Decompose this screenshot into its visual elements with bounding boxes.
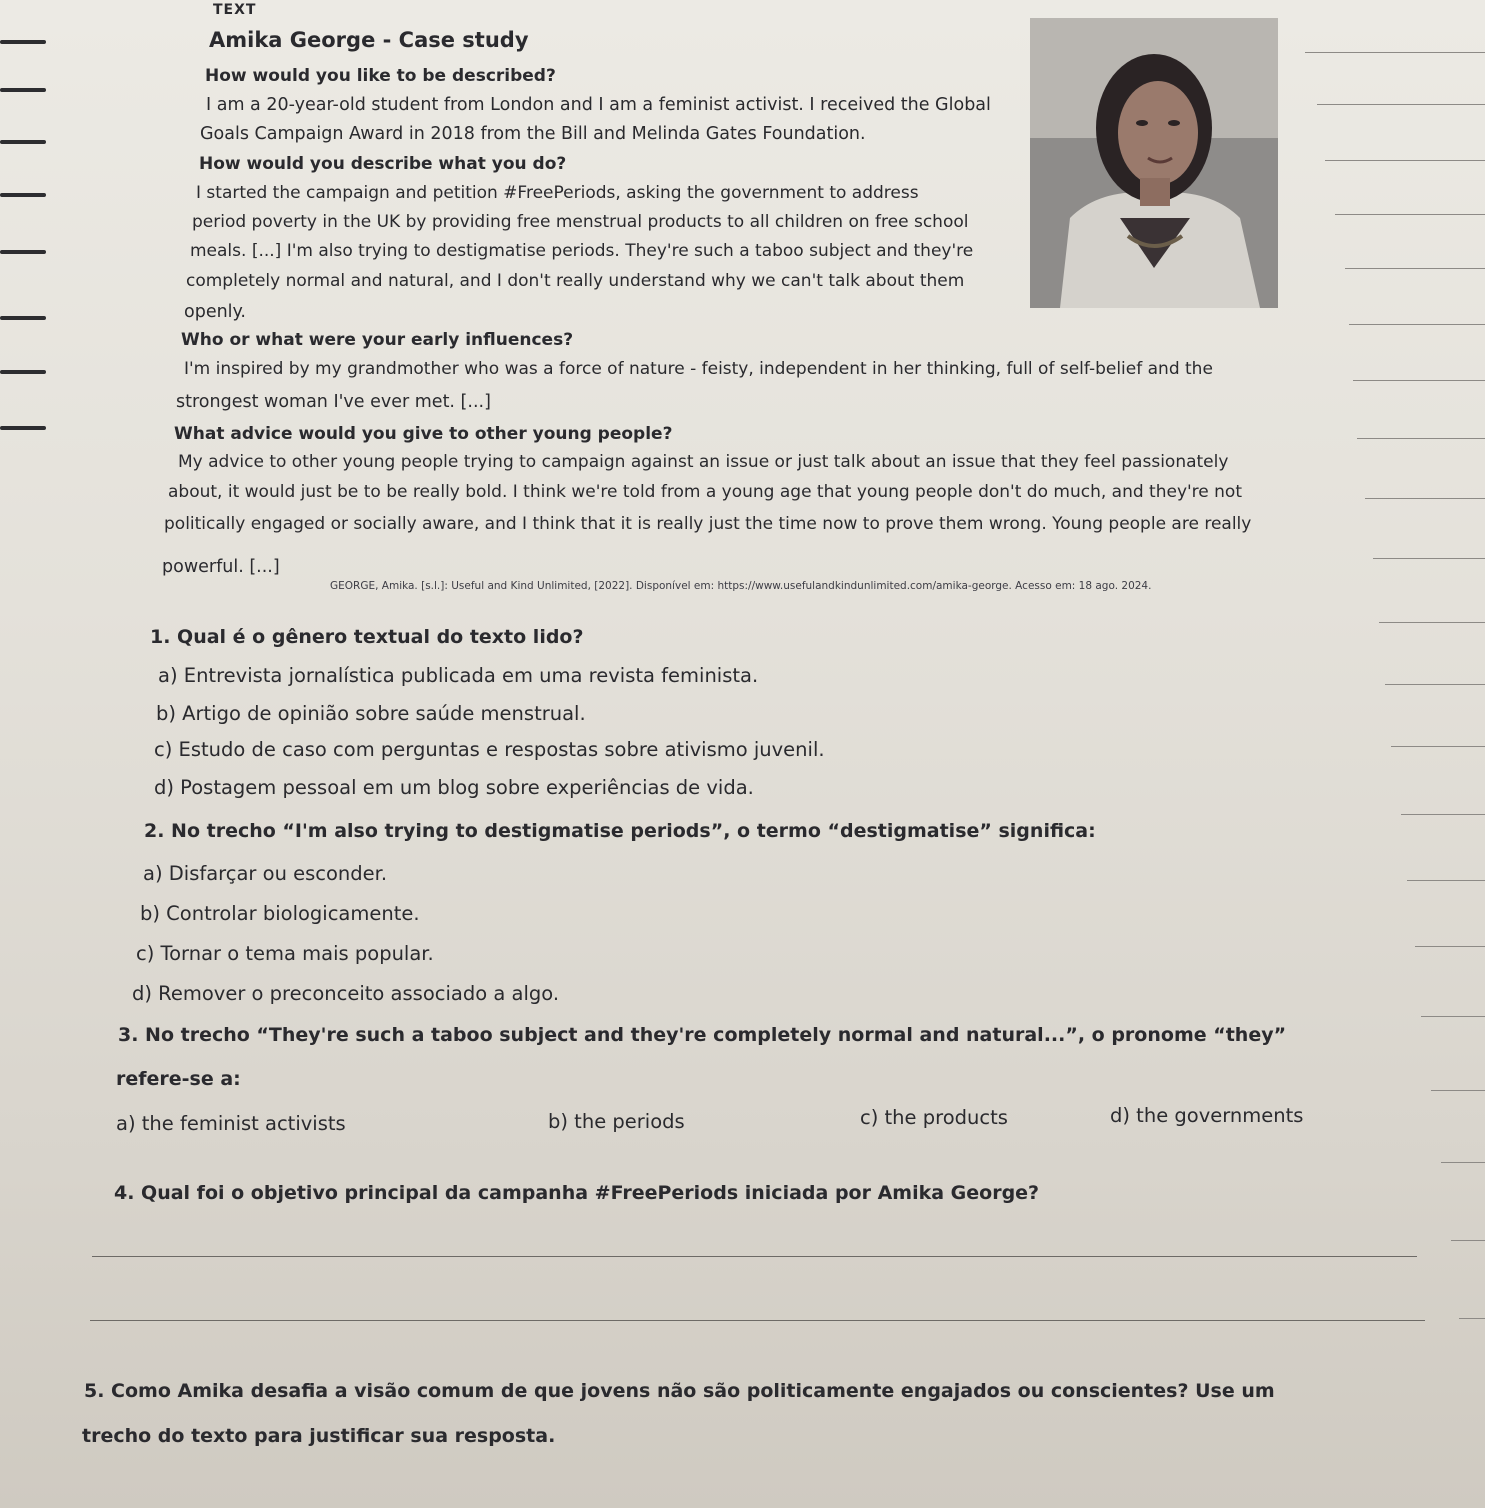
case-study-title: Amika George - Case study — [209, 28, 529, 52]
text-label: TEXT — [213, 2, 257, 18]
question-1-option-d[interactable]: d) Postagem pessoal em um blog sobre experiências de vida. — [154, 776, 754, 799]
question-5-prompt-line-2: trecho do texto para justificar sua resposta. — [82, 1425, 556, 1447]
notebook-ruled-lines — [1295, 0, 1485, 1508]
question-1-option-a[interactable]: a) Entrevista jornalística publicada em uma revista feminista. — [158, 664, 759, 687]
question-1-prompt: 1. Qual é o gênero textual do texto lido? — [150, 626, 584, 648]
question-1-option-b[interactable]: b) Artigo de opinião sobre saúde menstrual. — [156, 702, 586, 725]
notebook-binding — [0, 0, 50, 700]
interview-answer-2-line-3: meals. [...] I'm also trying to destigmatise periods. They're such a taboo subject and they're — [190, 241, 974, 261]
amika-george-photo — [1030, 18, 1278, 308]
question-2-option-d[interactable]: d) Remover o preconceito associado a algo. — [132, 982, 560, 1005]
interview-question-3: Who or what were your early influences? — [181, 330, 574, 350]
question-4-prompt: 4. Qual foi o objetivo principal da campanha #FreePeriods iniciada por Amika George? — [114, 1182, 1040, 1204]
interview-answer-2-line-4: completely normal and natural, and I don't really understand why we can't talk about them — [186, 271, 965, 291]
interview-answer-2-line-2: period poverty in the UK by providing free menstrual products to all children on free school — [192, 212, 969, 232]
interview-answer-4-line-2: about, it would just be to be really bold. I think we're told from a young age that young people don't do much, and they're not — [168, 482, 1242, 502]
question-2-option-b[interactable]: b) Controlar biologicamente. — [140, 902, 420, 925]
question-3-option-b[interactable]: b) the periods — [548, 1110, 685, 1133]
interview-question-1: How would you like to be described? — [205, 66, 556, 86]
question-3-option-c[interactable]: c) the products — [860, 1106, 1008, 1129]
interview-answer-3-line-1: I'm inspired by my grandmother who was a force of nature - feisty, independent in her thinking, full of self-belief and the — [184, 359, 1213, 379]
interview-answer-1-line-2: Goals Campaign Award in 2018 from the Bill and Melinda Gates Foundation. — [200, 124, 866, 144]
interview-answer-1-line-1: I am a 20-year-old student from London and I am a feminist activist. I received the Global — [206, 95, 991, 115]
interview-question-4: What advice would you give to other young people? — [174, 424, 673, 444]
question-5-prompt-line-1: 5. Como Amika desafia a visão comum de que jovens não são politicamente engajados ou conscientes? Use um — [84, 1380, 1275, 1402]
interview-answer-3-line-2: strongest woman I've ever met. [...] — [176, 392, 491, 412]
question-3-option-a[interactable]: a) the feminist activists — [116, 1112, 346, 1135]
question-2-prompt: 2. No trecho “I'm also trying to destigmatise periods”, o termo “destigmatise” significa: — [144, 820, 1096, 842]
question-4-answer-line-1[interactable] — [92, 1256, 1417, 1257]
question-2-option-c[interactable]: c) Tornar o tema mais popular. — [136, 942, 434, 965]
question-3-prompt-line-2: refere-se a: — [116, 1068, 241, 1090]
interview-question-2: How would you describe what you do? — [199, 154, 567, 174]
source-citation: GEORGE, Amika. [s.l.]: Useful and Kind Unlimited, [2022]. Disponível em: https://www.usefulandkindunlimited.com/amika-george. Acesso em: 18 ago. 2024. — [330, 580, 1152, 592]
question-2-option-a[interactable]: a) Disfarçar ou esconder. — [143, 862, 388, 885]
interview-answer-2-line-1: I started the campaign and petition #FreePeriods, asking the government to address — [196, 183, 919, 203]
interview-answer-2-line-5: openly. — [184, 302, 246, 322]
interview-answer-4-line-1: My advice to other young people trying to campaign against an issue or just talk about an issue that they feel passionately — [178, 452, 1229, 472]
question-4-answer-line-2[interactable] — [90, 1320, 1425, 1321]
interview-answer-4-line-4: powerful. [...] — [162, 557, 280, 577]
interview-answer-4-line-3: politically engaged or socially aware, and I think that it is really just the time now to prove them wrong. Young people are really — [164, 514, 1252, 534]
question-1-option-c[interactable]: c) Estudo de caso com perguntas e respostas sobre ativismo juvenil. — [154, 738, 825, 761]
question-3-option-d[interactable]: d) the governments — [1110, 1104, 1304, 1127]
question-3-prompt-line-1: 3. No trecho “They're such a taboo subject and they're completely normal and natural...”, o pronome “they” — [118, 1024, 1287, 1046]
